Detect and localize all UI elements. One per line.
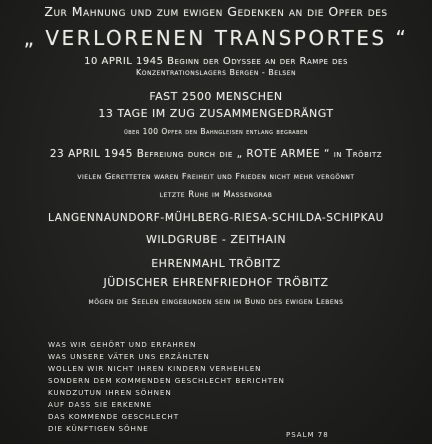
inscription-line-12: WILDGRUBE - ZEITHAIN (145, 233, 287, 246)
inscription-line-13: EHRENMAHL TRÖBITZ (151, 257, 281, 270)
psalm-line-8: DIE KÜNFTIGEN SÖHNE (48, 424, 149, 433)
inscription-line-8: 23 APRIL 1945 Befreiung durch die „ ROTE ARMEE “ in Tröbitz (49, 148, 383, 160)
inscription-line-5: FAST 2500 MENSCHEN (149, 90, 283, 103)
inscription-line-4: Konzentrationslagers Bergen - Belsen (135, 68, 297, 77)
psalm-line-4: SONDERN DEM KOMMENDEN GESCHLECHT BERICHTEN (48, 376, 285, 385)
psalm-reference: PSALM 78 (286, 431, 329, 439)
inscription-line-6: 13 TAGE IM ZUG ZUSAMMENGEDRÄNGT (98, 107, 334, 120)
psalm-line-1: WAS WIR GEHÖRT UND ERFAHREN (48, 340, 197, 349)
inscription-line-11: LANGENNAUNDORF-MÜHLBERG-RIESA-SCHILDA-SCHIPKAU (48, 212, 384, 224)
psalm-line-6: AUF DASS SIE ERKENNE (48, 400, 152, 409)
inscription-line-9: vielen Geretteten waren Freiheit und Frieden nicht mehr vergönnt (77, 171, 355, 181)
psalm-line-2: WAS UNSERE VÄTER UNS ERZÄHLTEN (48, 352, 210, 361)
inscription-line-1: Zur Mahnung und zum ewigen Gedenken an die Opfer des (44, 4, 388, 19)
psalm-line-3: WOLLEN WIR NICHT IHREN KINDERN VERHEHLEN (48, 364, 262, 373)
inscription-line-15: mögen die Seelen eingebunden sein im Bund des ewigen Lebens (88, 297, 344, 306)
inscription-title: „ VERLORENEN TRANSPORTES “ (23, 26, 409, 50)
psalm-line-7: DAS KOMMENDE GESCHLECHT (48, 412, 179, 421)
inscription-line-7: über 100 Opfer den Bahngleisen entlang begraben (124, 127, 308, 136)
inscription-line-14: JÜDISCHER EHRENFRIEDHOF TRÖBITZ (103, 276, 329, 289)
inscription-line-10: letzte Ruhe im Massengrab (159, 190, 273, 200)
psalm-line-5: KUNDZUTUN IHREN SÖHNEN (48, 388, 172, 397)
inscription-line-3: 10 APRIL 1945 Beginn der Odyssee an der Rampe des (84, 56, 348, 67)
